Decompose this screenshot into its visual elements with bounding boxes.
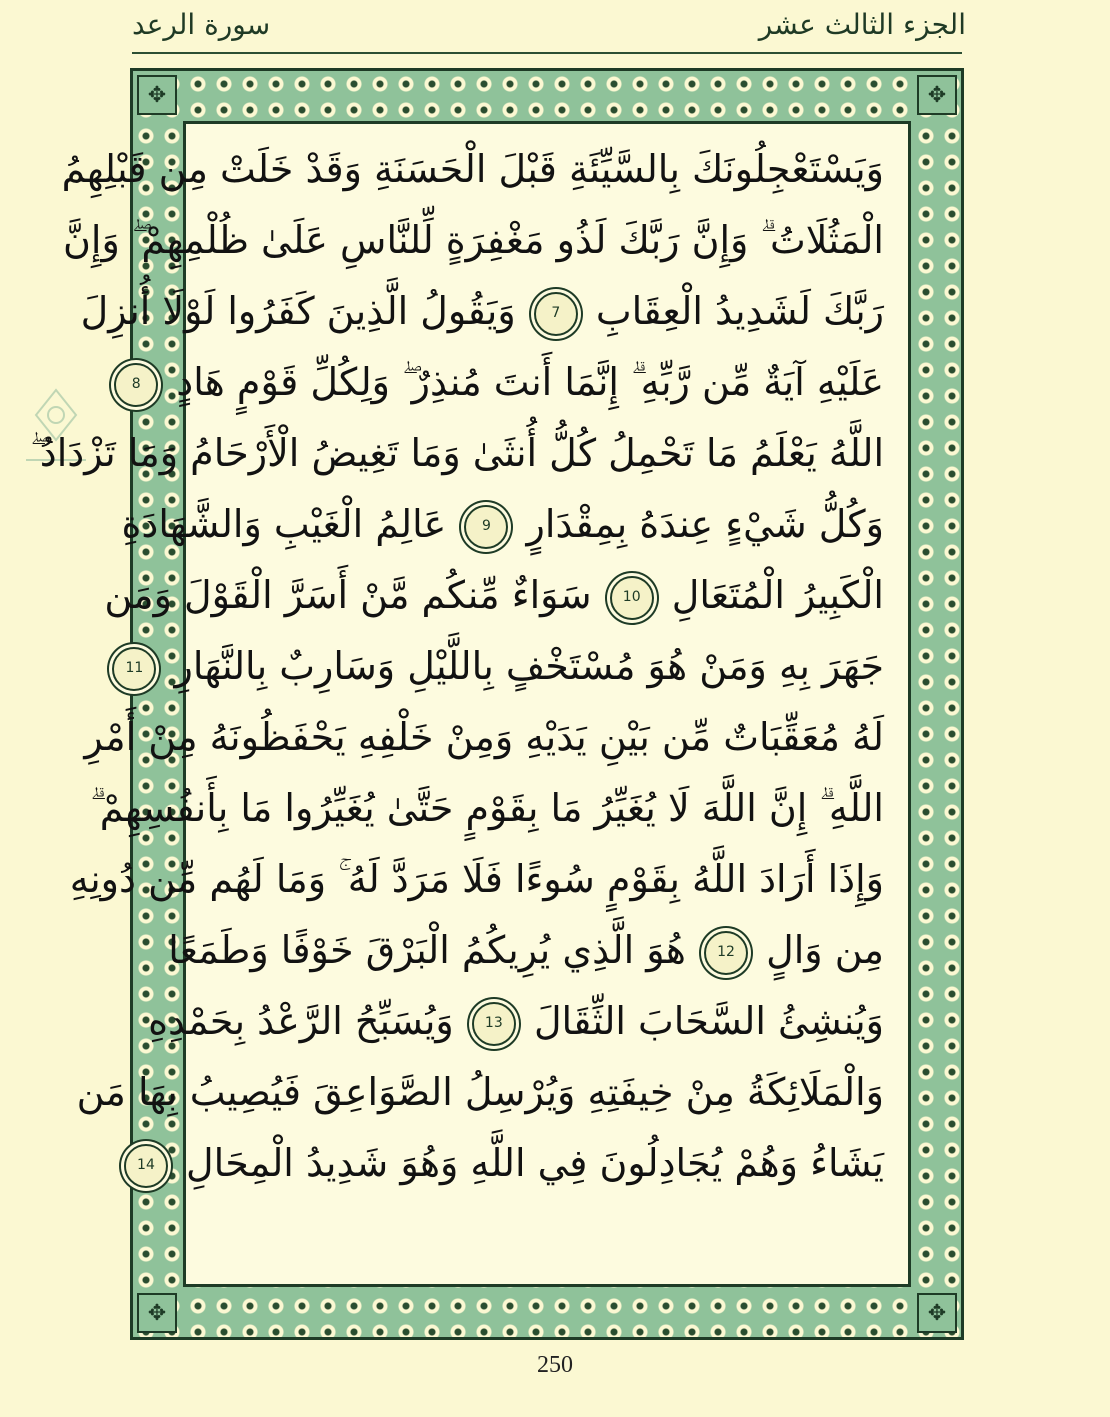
verse-line-14: وَالْمَلَائِكَةُ مِنْ خِيفَتِهِ وَيُرْسِلُ الصَّوَاعِقَ فَيُصِيبُ بِهَا مَن	[76, 1070, 884, 1114]
verse-line-15: يَشَاءُ وَهُمْ يُجَادِلُونَ فِي اللَّهِ وَهُوَ شَدِيدُ الْمِحَالِ 14	[210, 1128, 884, 1199]
corner-ornament-icon: ✥	[137, 1293, 177, 1333]
verse-line-7: الْكَبِيرُ الْمُتَعَالِ 10 سَوَاءٌ مِّنكُم مَّنْ أَسَرَّ الْقَوْلَ وَمَن	[210, 560, 884, 631]
verse-line-4: عَلَيْهِ آيَةٌ مِّن رَّبِّهِ ۗ إِنَّمَا أَنتَ مُنذِرٌ ۖ وَلِكُلِّ قَوْمٍ هَادٍ 8	[210, 347, 884, 418]
ayah-rosette-icon: 12	[704, 931, 748, 975]
ayah-rosette-icon: 13	[472, 1002, 516, 1046]
ayah-rosette-icon: 11	[112, 647, 156, 691]
verse-line-10: اللَّهِ ۗ إِنَّ اللَّهَ لَا يُغَيِّرُ مَا بِقَوْمٍ حَتَّىٰ يُغَيِّرُوا مَا بِأَنفُسِهِمْ ۗ	[90, 786, 884, 830]
verse-line-6: وَكُلُّ شَيْءٍ عِندَهُ بِمِقْدَارٍ 9 عَالِمُ الْغَيْبِ وَالشَّهَادَةِ	[210, 489, 884, 560]
page-frame	[30, 68, 964, 1340]
verse-line-8: جَهَرَ بِهِ وَمَنْ هُوَ مُسْتَخْفٍ بِاللَّيْلِ وَسَارِبٌ بِالنَّهَارِ 11	[210, 631, 884, 702]
verse-line-1: وَيَسْتَعْجِلُونَكَ بِالسَّيِّئَةِ قَبْلَ الْحَسَنَةِ وَقَدْ خَلَتْ مِن قَبْلِهِمُ	[61, 147, 884, 191]
ayah-rosette-icon: 8	[114, 363, 158, 407]
corner-ornament-icon: ✥	[137, 75, 177, 115]
header-rule	[132, 52, 962, 54]
corner-ornament-icon: ✥	[917, 75, 957, 115]
juz-label: الجزء الثالث عشر	[758, 8, 966, 41]
corner-ornament-icon: ✥	[917, 1293, 957, 1333]
ayah-rosette-icon: 10	[610, 576, 654, 620]
text-panel	[30, 121, 911, 1287]
verse-line-13: وَيُنشِئُ السَّحَابَ الثِّقَالَ 13 وَيُسَبِّحُ الرَّعْدُ بِحَمْدِهِ	[210, 986, 884, 1057]
page-number: 250	[537, 1352, 573, 1378]
verse-line-11: وَإِذَا أَرَادَ اللَّهُ بِقَوْمٍ سُوءًا فَلَا مَرَدَّ لَهُ ۚ وَمَا لَهُم مِّن دُونِهِ	[69, 857, 884, 901]
verse-line-12: مِن وَالٍ 12 هُوَ الَّذِي يُرِيكُمُ الْبَرْقَ خَوْفًا وَطَمَعًا	[210, 915, 884, 986]
ayah-rosette-icon: 7	[534, 292, 578, 336]
verse-line-2: الْمَثُلَاتُ ۗ وَإِنَّ رَبَّكَ لَذُو مَغْفِرَةٍ لِّلنَّاسِ عَلَىٰ ظُلْمِهِمْ ۖ وَإِنَّ	[62, 218, 884, 262]
verse-line-9: لَهُ مُعَقِّبَاتٌ مِّن بَيْنِ يَدَيْهِ وَمِنْ خَلْفِهِ يَحْفَظُونَهُ مِنْ أَمْرِ	[84, 715, 884, 759]
verse-line-5: اللَّهُ يَعْلَمُ مَا تَحْمِلُ كُلُّ أُنثَىٰ وَمَا تَغِيضُ الْأَرْحَامُ وَمَا تَزْدَادُ ۖ	[30, 431, 884, 475]
verse-line-3: رَبَّكَ لَشَدِيدُ الْعِقَابِ 7 وَيَقُولُ الَّذِينَ كَفَرُوا لَوْلَا أُنزِلَ	[210, 276, 884, 347]
page-header	[0, 0, 974, 62]
ayah-rosette-icon: 14	[124, 1144, 168, 1188]
ayah-rosette-icon: 9	[464, 505, 508, 549]
surah-label: سورة الرعد	[132, 8, 271, 41]
